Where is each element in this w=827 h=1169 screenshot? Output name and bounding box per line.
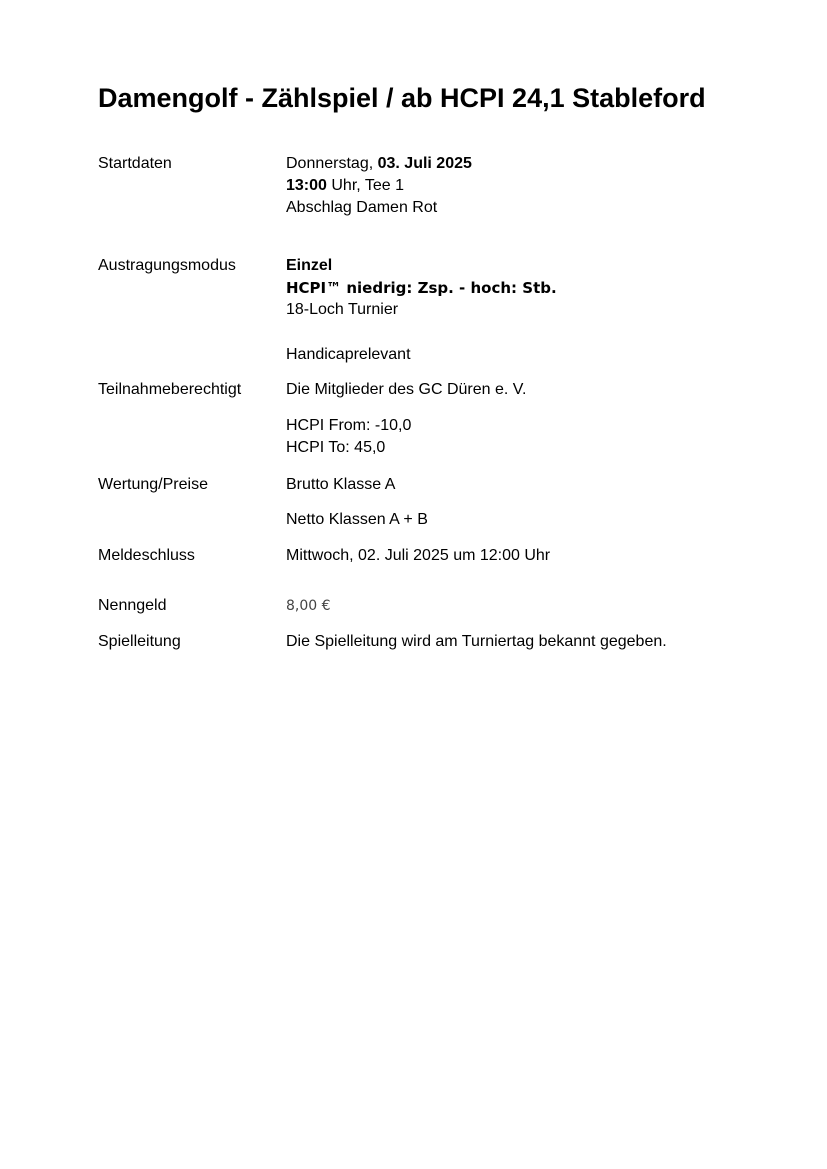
holes-value: 18-Loch Turnier	[286, 301, 399, 318]
brutto-value: Brutto Klasse A	[286, 476, 396, 493]
austragungsmodus-label: Austragungsmodus	[98, 257, 236, 274]
start-time-suffix: Uhr, Tee 1	[326, 177, 405, 194]
spielleitung-value: Die Spielleitung wird am Turniertag bekannt gegeben.	[286, 633, 667, 650]
startdaten-label: Startdaten	[98, 155, 172, 172]
start-tee: Abschlag Damen Rot	[286, 199, 438, 216]
start-time-value: 13:00	[286, 177, 327, 194]
mode-value: Einzel	[286, 257, 333, 274]
start-date	[286, 153, 472, 175]
meldeschluss-value: Mittwoch, 02. Juli 2025 um 12:00 Uhr	[286, 547, 551, 564]
hcpi-from: HCPI From: -10,0	[286, 417, 412, 434]
hcpi-rule: HCPI™ niedrig: Zsp. - hoch: Stb.	[286, 279, 557, 297]
start-time	[286, 175, 404, 197]
members-value: Die Mitglieder des GC Düren e. V.	[286, 381, 527, 398]
start-weekday: Donnerstag,	[286, 155, 378, 172]
handicap-value: Handicaprelevant	[286, 346, 411, 363]
spielleitung-label: Spielleitung	[98, 633, 181, 650]
nenngeld-label: Nenngeld	[98, 597, 167, 614]
start-date-value: 03. Juli 2025	[377, 155, 472, 172]
wertung-label: Wertung/Preise	[98, 476, 208, 493]
netto-value: Netto Klassen A + B	[286, 511, 428, 528]
nenngeld-value: 8,00 €	[286, 598, 331, 614]
hcpi-to: HCPI To: 45,0	[286, 439, 386, 456]
meldeschluss-label: Meldeschluss	[98, 547, 195, 564]
page-title: Damengolf - Zählspiel / ab HCPI 24,1 Stableford	[98, 83, 706, 113]
teilnahme-label: Teilnahmeberechtigt	[98, 381, 242, 398]
